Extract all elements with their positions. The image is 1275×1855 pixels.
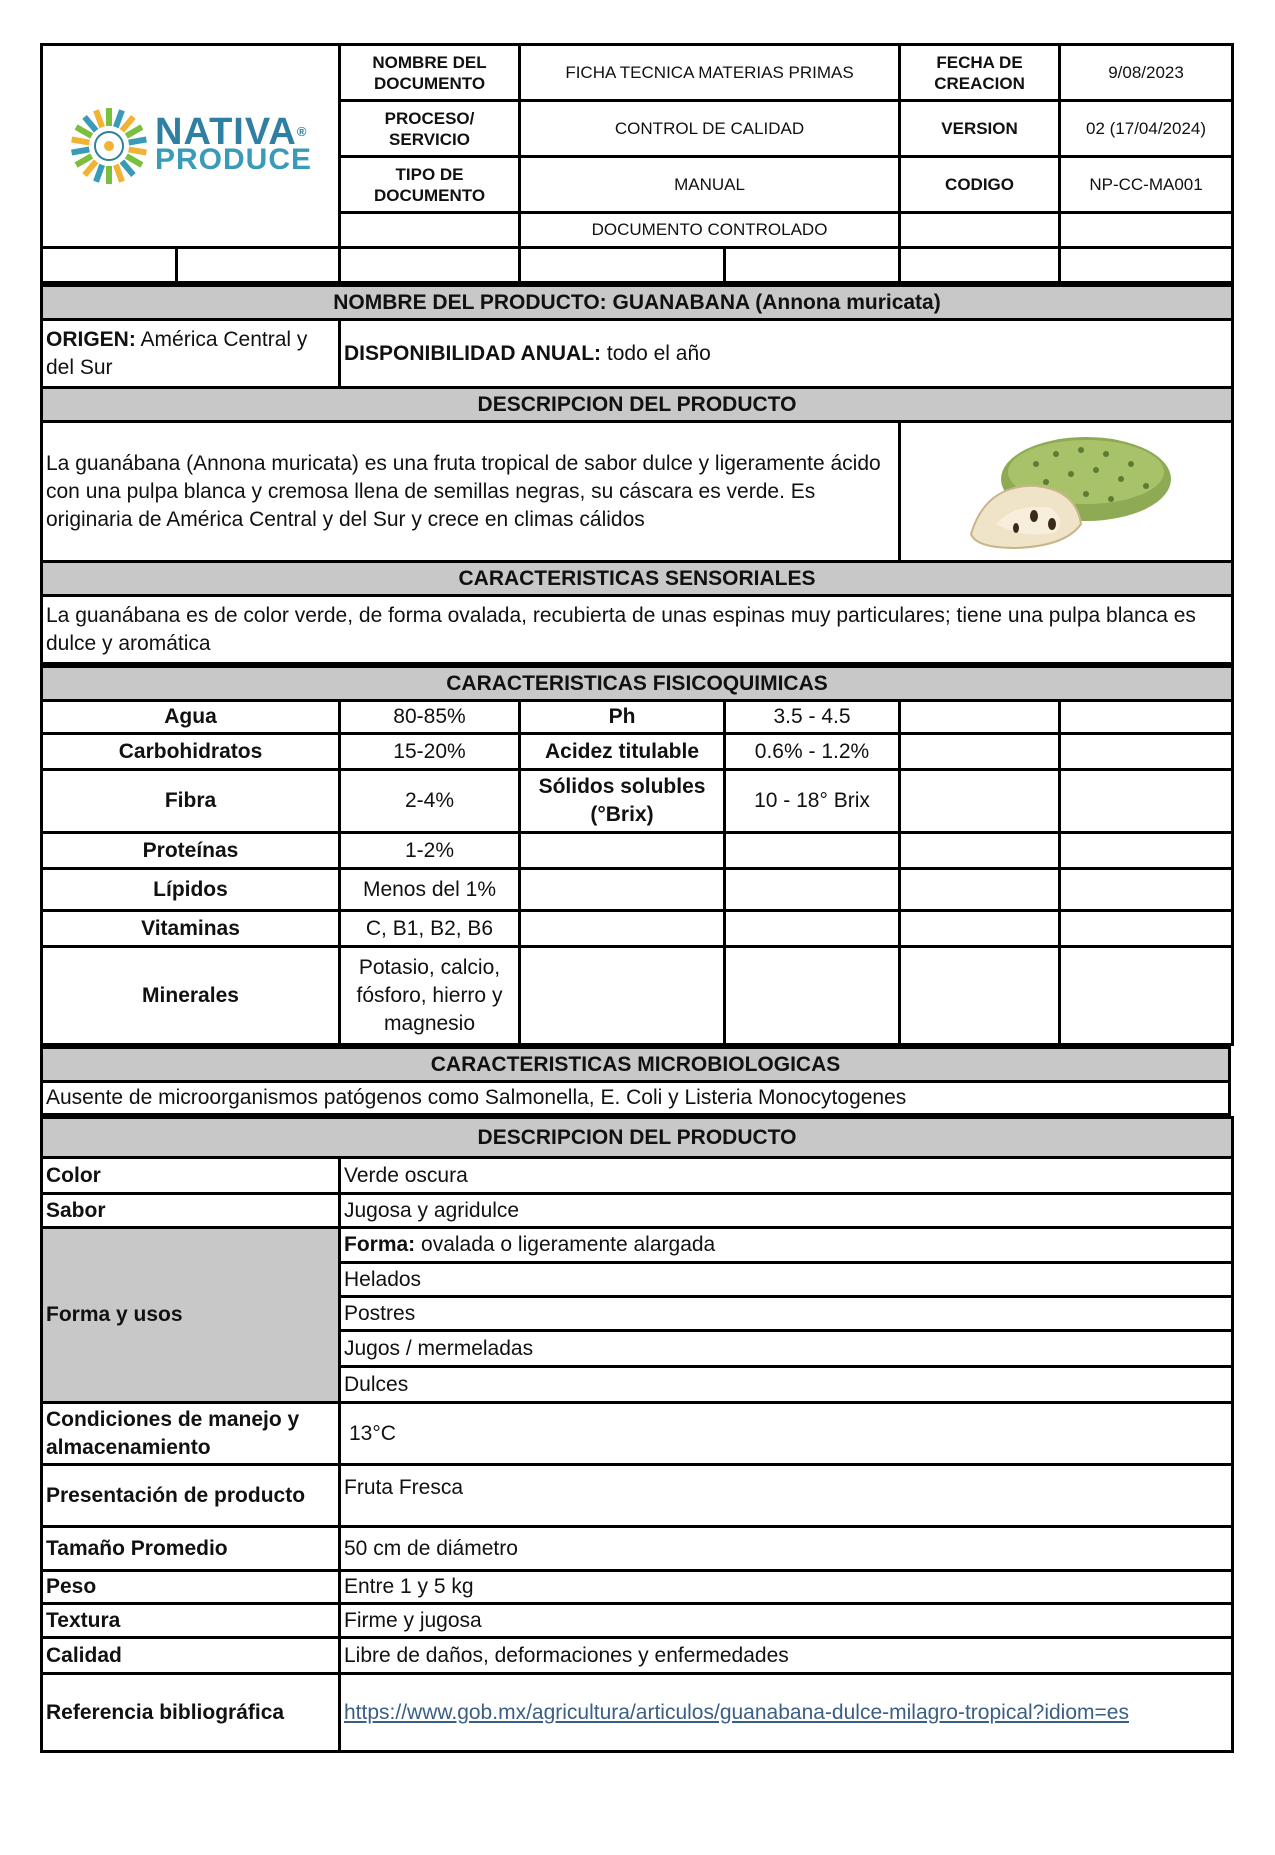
- empty-cell: [1060, 213, 1233, 248]
- quality-label: Calidad: [42, 1638, 340, 1674]
- empty-cell: [900, 213, 1060, 248]
- doc-name-value: FICHA TECNICA MATERIAS PRIMAS: [520, 45, 900, 101]
- empty-cell: [900, 869, 1060, 911]
- sensory-title: CARACTERISTICAS SENSORIALES: [42, 562, 1233, 596]
- micro-text: Ausente de microorganismos patógenos como Salmonella, E. Coli y Listeria Monocytogenes: [42, 1082, 1230, 1115]
- availability-label: DISPONIBILIDAD ANUAL:: [344, 341, 602, 365]
- process-label: PROCESO/ SERVICIO: [340, 101, 520, 157]
- description-text: La guanábana (Annona muricata) es una fruta tropical de sabor dulce y ligeramente ácido con una pulpa blanca y cremosa llena de semillas negras, su cáscara es verde. Es originaria de América Central y del Sur y crece en climas cálidos: [42, 422, 900, 562]
- empty-cell: [520, 911, 725, 947]
- product-image-cell: [900, 422, 1233, 562]
- flavor-value: Jugosa y agridulce: [340, 1194, 1233, 1228]
- doc-type-label: TIPO DE DOCUMENTO: [340, 157, 520, 213]
- empty-cell: [1060, 701, 1233, 734]
- empty-cell: [340, 213, 520, 248]
- sensory-text: La guanábana es de color verde, de forma ovalada, recubierta de unas espinas muy particulares; tiene una pulpa blanca es dulce y aromática: [42, 596, 1233, 664]
- empty-cell: [1060, 947, 1233, 1045]
- weight-value: Entre 1 y 5 kg: [340, 1571, 1233, 1604]
- physchem-value: 2-4%: [340, 770, 520, 833]
- micro-table: [40, 1046, 1231, 1116]
- controlled-document: DOCUMENTO CONTROLADO: [520, 213, 900, 248]
- details-table: [40, 1116, 1234, 1753]
- empty-cell: [725, 869, 900, 911]
- details-title: DESCRIPCION DEL PRODUCTO: [42, 1118, 1233, 1158]
- empty-cell: [1060, 248, 1233, 283]
- empty-cell: [900, 911, 1060, 947]
- sun-logo-icon: [69, 106, 149, 186]
- availability-cell: [340, 320, 1233, 388]
- company-logo: [46, 106, 335, 186]
- version-value: 02 (17/04/2024): [1060, 101, 1233, 157]
- texture-label: Textura: [42, 1604, 340, 1638]
- doc-name-label: NOMBRE DEL DOCUMENTO: [340, 45, 520, 101]
- physchem-table: [40, 665, 1234, 1046]
- reference-link[interactable]: https://www.gob.mx/agricultura/articulos/guanabana-dulce-milagro-tropical?idiom=es: [344, 1700, 1129, 1724]
- physchem-label: Fibra: [42, 770, 340, 833]
- size-value: 50 cm de diámetro: [340, 1527, 1233, 1571]
- empty-cell: [1060, 833, 1233, 869]
- physchem-value: Potasio, calcio, fósforo, hierro y magnesio: [340, 947, 520, 1045]
- doc-type-value: MANUAL: [520, 157, 900, 213]
- registered-mark: ®: [296, 124, 308, 139]
- weight-label: Peso: [42, 1571, 340, 1604]
- origin-cell: [42, 320, 340, 388]
- shape-label: Forma:: [344, 1233, 416, 1256]
- code-value: NP-CC-MA001: [1060, 157, 1233, 213]
- origin-label: ORIGEN:: [46, 327, 136, 351]
- color-label: Color: [42, 1158, 340, 1194]
- physchem-label-2: Ph: [520, 701, 725, 734]
- reference-cell: [340, 1674, 1233, 1752]
- version-label: VERSION: [900, 101, 1060, 157]
- empty-cell: [900, 770, 1060, 833]
- description-title: DESCRIPCION DEL PRODUCTO: [42, 388, 1233, 422]
- micro-title: CARACTERISTICAS MICROBIOLOGICAS: [42, 1048, 1230, 1082]
- physchem-value-2: 3.5 - 4.5: [725, 701, 900, 734]
- availability-value: todo el año: [601, 341, 711, 365]
- size-label: Tamaño Promedio: [42, 1527, 340, 1571]
- header-table: [40, 43, 1234, 284]
- empty-cell: [520, 947, 725, 1045]
- brand-name-top: NATIVA: [155, 111, 297, 153]
- physchem-value: 15-20%: [340, 734, 520, 770]
- soursop-fruit-image: [956, 424, 1176, 554]
- empty-cell: [520, 833, 725, 869]
- logo-cell: [42, 45, 340, 248]
- empty-cell: [1060, 869, 1233, 911]
- empty-cell: [520, 248, 725, 283]
- texture-value: Firme y jugosa: [340, 1604, 1233, 1638]
- physchem-value: 1-2%: [340, 833, 520, 869]
- physchem-label: Carbohidratos: [42, 734, 340, 770]
- code-label: CODIGO: [900, 157, 1060, 213]
- product-name-bar: NOMBRE DEL PRODUCTO: GUANABANA (Annona muricata): [42, 286, 1233, 320]
- origin-value: América Central y del Sur: [46, 327, 308, 379]
- color-value: Verde oscura: [340, 1158, 1233, 1194]
- created-value: 9/08/2023: [1060, 45, 1233, 101]
- physchem-label: Vitaminas: [42, 911, 340, 947]
- presentation-label: Presentación de producto: [42, 1465, 340, 1527]
- use-item: Jugos / mermeladas: [340, 1331, 1233, 1367]
- physchem-value: Menos del 1%: [340, 869, 520, 911]
- empty-cell: [900, 701, 1060, 734]
- empty-cell: [725, 911, 900, 947]
- empty-cell: [1060, 911, 1233, 947]
- empty-cell: [177, 248, 340, 283]
- physchem-value: 80-85%: [340, 701, 520, 734]
- empty-cell: [725, 833, 900, 869]
- empty-cell: [900, 734, 1060, 770]
- empty-cell: [1060, 770, 1233, 833]
- empty-cell: [725, 947, 900, 1045]
- quality-value: Libre de daños, deformaciones y enfermedades: [340, 1638, 1233, 1674]
- shape-value: ovalada o ligeramente alargada: [415, 1233, 716, 1256]
- storage-value: 13°C: [340, 1403, 1233, 1465]
- physchem-value-2: 0.6% - 1.2%: [725, 734, 900, 770]
- brand-name-bottom: PRODUCE: [155, 143, 313, 176]
- empty-cell: [900, 833, 1060, 869]
- physchem-label: Proteínas: [42, 833, 340, 869]
- physchem-label-2: Acidez titulable: [520, 734, 725, 770]
- empty-cell: [725, 248, 900, 283]
- empty-cell: [520, 869, 725, 911]
- storage-label: Condiciones de manejo y almacenamiento: [42, 1403, 340, 1465]
- use-item: Postres: [340, 1297, 1233, 1331]
- product-table: [40, 284, 1234, 665]
- shape-cell: [340, 1228, 1233, 1263]
- physchem-label: Agua: [42, 701, 340, 734]
- physchem-value-2: 10 - 18° Brix: [725, 770, 900, 833]
- uses-label: Forma y usos: [42, 1228, 340, 1403]
- empty-cell: [42, 248, 177, 283]
- empty-cell: [340, 248, 520, 283]
- empty-cell: [900, 947, 1060, 1045]
- reference-label: Referencia bibliográfica: [42, 1674, 340, 1752]
- physchem-label: Lípidos: [42, 869, 340, 911]
- physchem-label-2: Sólidos solubles (°Brix): [520, 770, 725, 833]
- flavor-label: Sabor: [42, 1194, 340, 1228]
- process-value: CONTROL DE CALIDAD: [520, 101, 900, 157]
- created-label: FECHA DE CREACION: [900, 45, 1060, 101]
- physchem-label: Minerales: [42, 947, 340, 1045]
- use-item: Dulces: [340, 1367, 1233, 1403]
- physchem-title: CARACTERISTICAS FISICOQUIMICAS: [42, 667, 1233, 701]
- technical-sheet: [40, 43, 1231, 1753]
- presentation-value: Fruta Fresca: [340, 1465, 1233, 1527]
- empty-cell: [1060, 734, 1233, 770]
- physchem-value: C, B1, B2, B6: [340, 911, 520, 947]
- use-item: Helados: [340, 1263, 1233, 1297]
- empty-cell: [900, 248, 1060, 283]
